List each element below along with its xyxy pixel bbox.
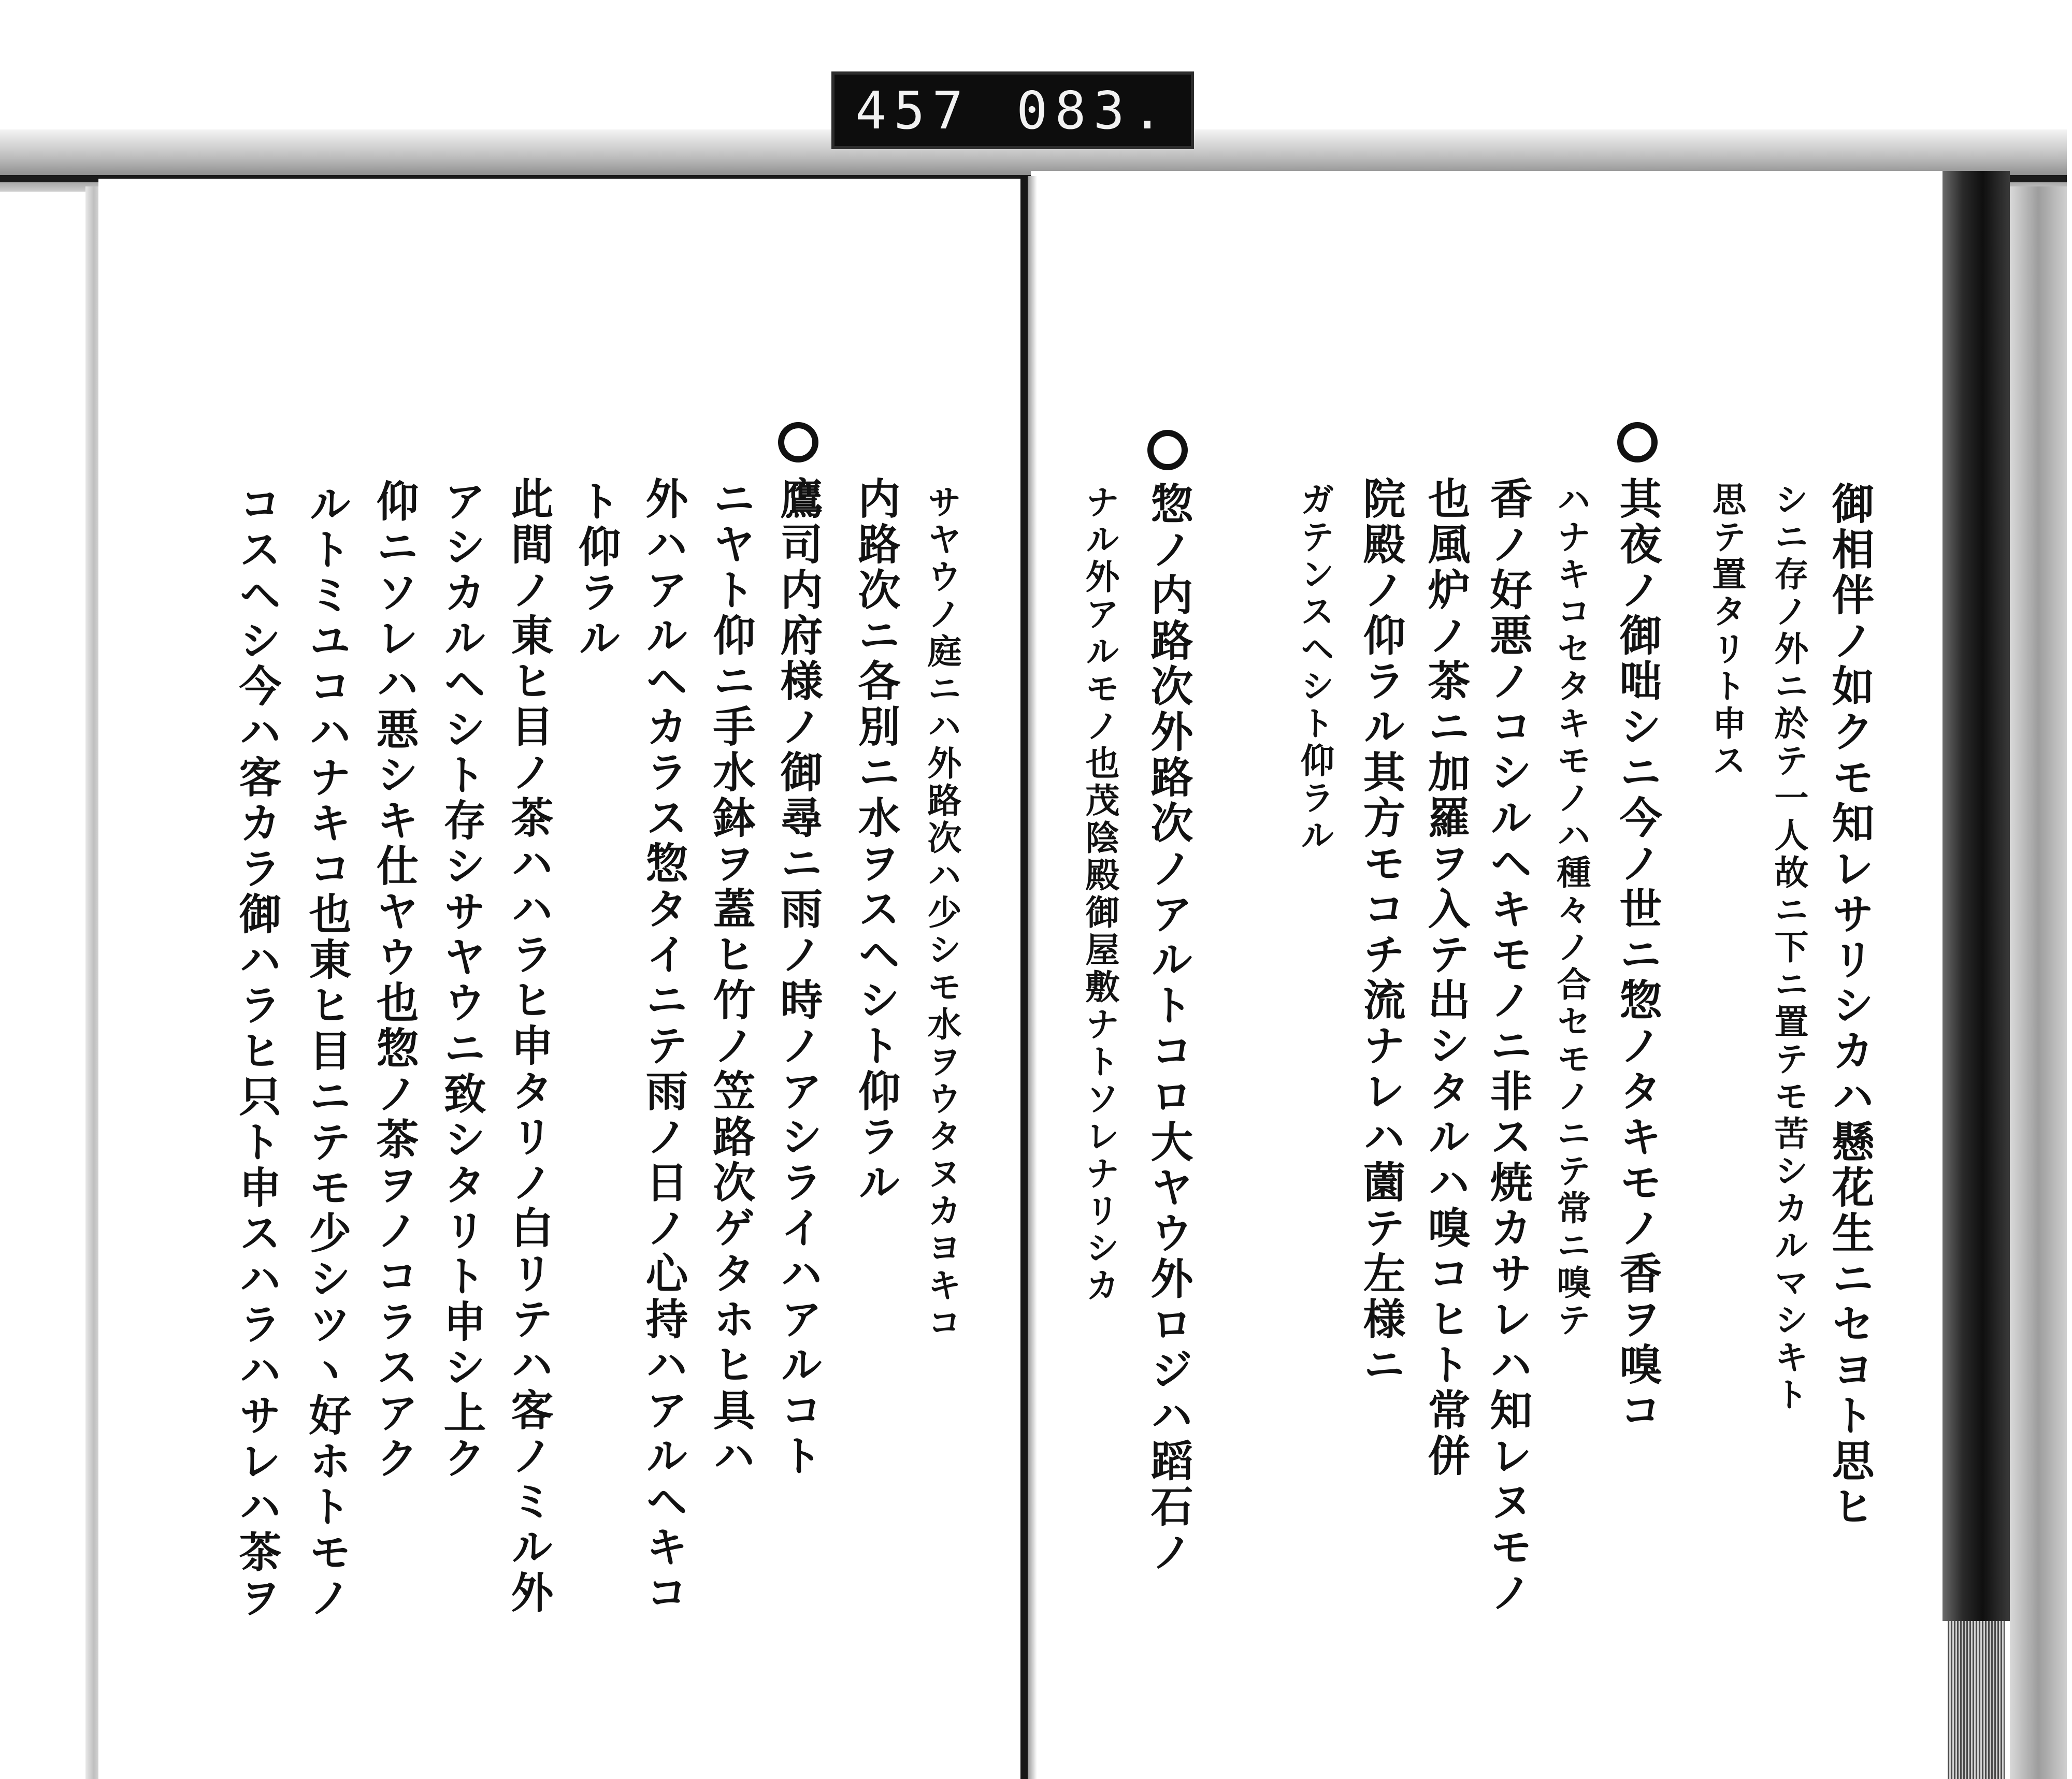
section-circle-mark xyxy=(1147,430,1188,470)
book-gutter xyxy=(1020,176,1028,1779)
section-circle-mark xyxy=(1617,422,1658,462)
right-page-line-3: 思テ置タリト申ス xyxy=(1706,482,1747,780)
left-page-line-6: ト仰ラル xyxy=(571,479,621,661)
left-page-line-5: 外ハアルヘカラス惣タイニテ雨ノ日ノ心持ハアルヘキコ xyxy=(639,476,688,1616)
right-page-line-7: 也風炉ノ茶ニ加羅ヲ入テ出シタルハ嗅コヒト常併 xyxy=(1421,476,1471,1479)
left-page-line-8: アシカルヘシト存シサヤウニ致シタリト申シ上ク xyxy=(437,479,486,1482)
right-page-line-9: ガテンスヘシト仰ラル xyxy=(1294,482,1335,855)
left-page-line-9: 仰ニソレハ悪シキ仕ヤウ也惣ノ茶ヲノコラスアク xyxy=(369,479,419,1482)
right-page-line-10: 惣ノ内路次外路次ノアルトコロ大ヤウ外ロジハ蹈石ノ xyxy=(1144,482,1193,1575)
left-page-line-2: 内路次ニ各別ニ水ヲスヘシト仰ラル xyxy=(851,476,901,1206)
right-page-line-2: シニ存ノ外ニ於テ一人故ニ下ニ置テモ苦シカルマシキト xyxy=(1768,482,1809,1414)
section-circle-mark xyxy=(778,422,818,462)
left-page-line-1: サヤウノ庭ニハ外路次ハ少シモ水ヲウタヌカヨキコ xyxy=(922,484,962,1342)
right-page-line-8: 院殿ノ仰ラル其方モコチ流ナレハ薗テ左様ニ xyxy=(1356,476,1406,1388)
left-page-line-3: 鷹司内府様ノ御尋ニ雨ノ時ノアシライハアルコト xyxy=(773,476,823,1479)
left-page-line-10: ルトミユコハナキコ也東ヒ目ニテモ少シツヽ好ホトモノ xyxy=(302,482,352,1621)
right-page-line-4: 其夜ノ御咄シニ今ノ世ニ惣ノタキモノ香ヲ嗅コ xyxy=(1613,476,1662,1434)
left-page-line-4: ニヤト仰ニ手水鉢ヲ蓋ヒ竹ノ笠路次ゲタホヒ具ハ xyxy=(706,476,756,1479)
gutter-shadow xyxy=(1028,176,1037,1779)
left-page-line-7: 此間ノ東ヒ目ノ茶ハハラヒ申タリノ白リテハ客ノミル外 xyxy=(504,476,554,1616)
archive-label-frame: 083. xyxy=(1016,80,1170,141)
archive-label-volume: 457 xyxy=(855,80,971,141)
right-page-line-5: ハナキコセタキモノハ種々ノ合セモノニテ常ニ嗅テ xyxy=(1551,482,1591,1339)
archive-label xyxy=(831,71,1194,149)
left-page-line-11: コスヘシ今ハ客カラ御ハラヒ只ト申スハラハサレハ茶ヲ xyxy=(232,482,282,1621)
scan-margin xyxy=(2010,186,2067,1779)
book-fore-edge xyxy=(1942,171,2010,1621)
right-page-line-11: ナル外アルモノ也茂陰殿御屋敷ナトソレナリシカ xyxy=(1080,484,1120,1305)
right-page-line-6: 香ノ好悪ノコシルヘキモノニ非ス焼カサレハ知レヌモノ xyxy=(1483,476,1533,1616)
book-fore-edge-pages xyxy=(1948,1621,2005,1779)
right-page-line-1: 御相伴ノ如クモ知レサリシカハ懸花生ニセヨト思ヒ xyxy=(1825,482,1875,1530)
